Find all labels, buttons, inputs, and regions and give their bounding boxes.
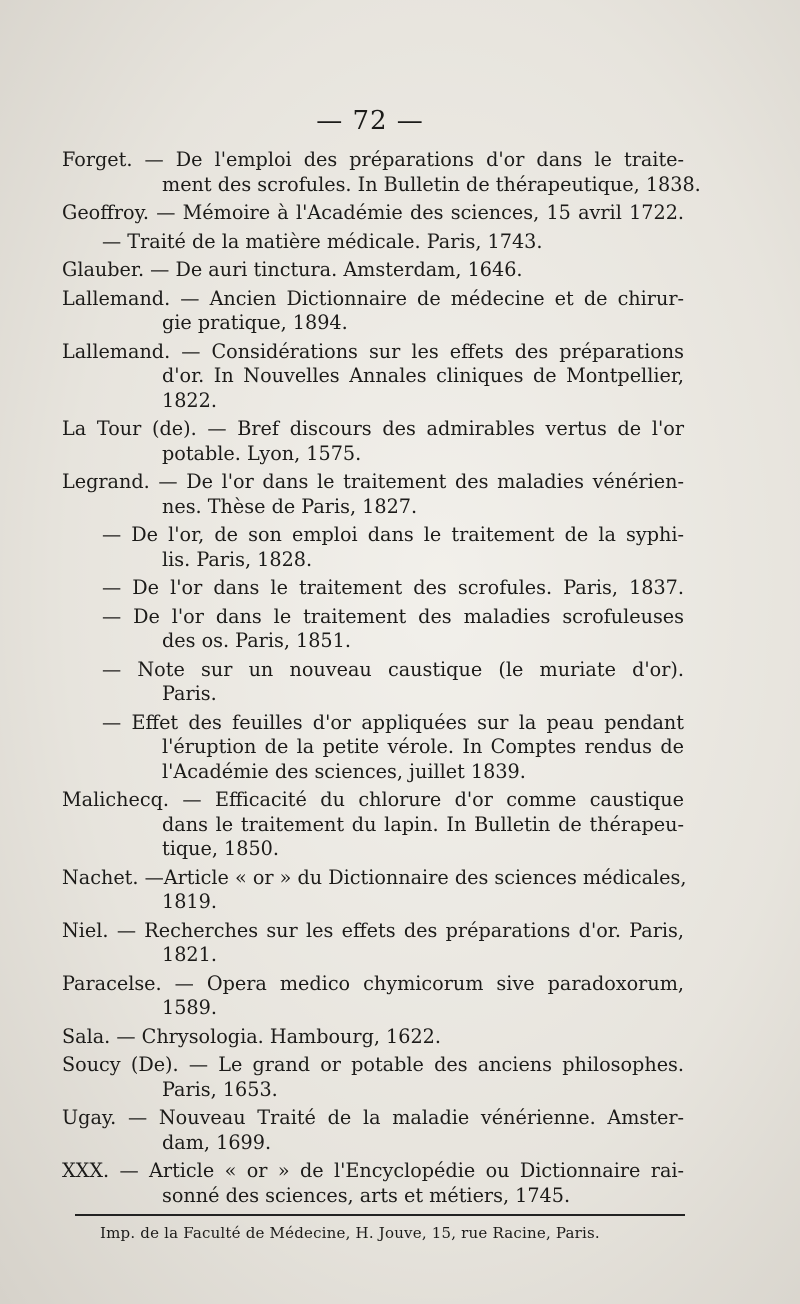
entry-line: Niel. — Recherches sur les effets des préparations d'or. Paris, [62,918,684,942]
bibliography-entry [62,576,684,601]
imprint-line: Imp. de la Faculté de Médecine, H. Jouve, 15, rue Racine, Paris. [100,1224,600,1242]
bibliography-entry [62,1106,684,1155]
entry-line: Soucy (De). — Le grand or potable des anciens philosophes. [62,1053,684,1076]
bibliography-entry [62,1025,684,1050]
entry-line: dans le traitement du lapin. In Bulletin de thérapeu- [162,812,684,836]
page-number: — 72 — [316,106,424,136]
entry-line: Malichecq. — Efficacité du chlorure d'or comme caustique [62,788,684,811]
entry-line: des os. Paris, 1851. [162,629,351,652]
bibliography-entry [62,1053,684,1102]
entry-line: La Tour (de). — Bref discours des admirables vertus de l'or [62,417,684,440]
entry-line: Lallemand. — Ancien Dictionnaire de médecine et de chirur- [62,286,684,310]
entry-line: ment des scrofules. In Bulletin de thérapeutique, 1838. [162,172,701,196]
entry-line: 1821. [162,943,217,966]
entry-line: — Effet des feuilles d'or appliquées sur la peau pendant [102,710,684,734]
entry-line: — De l'or dans le traitement des scrofules. Paris, 1837. [102,576,684,599]
entry-line: lis. Paris, 1828. [162,547,313,571]
entry-line: potable. Lyon, 1575. [162,441,362,465]
entry-line: l'éruption de la petite vérole. In Comptes rendus de [162,735,684,758]
footer-divider [75,1214,685,1216]
bibliography-entry [62,287,684,336]
bibliography-entry [62,711,684,785]
entry-line: Nachet. —Article « or » du Dictionnaire des sciences médicales, [62,865,687,889]
entry-line: Paris. [162,682,217,705]
bibliography-entry [62,201,684,226]
bibliography-entry [62,919,684,968]
entry-line: d'or. In Nouvelles Annales cliniques de Montpellier, [162,364,684,387]
bibliography-entry [62,605,684,654]
entry-line: Glauber. — De auri tinctura. Amsterdam, 1646. [62,258,523,281]
bibliography-entry [62,340,684,414]
bibliography-entry [62,417,684,466]
bibliography-entry [62,788,684,862]
entry-line: dam, 1699. [162,1130,272,1154]
entry-line: — Traité de la matière médicale. Paris, 1743. [102,229,543,253]
entry-line: Paracelse. — Opera medico chymicorum sive paradoxorum, [62,971,684,995]
bibliography-entry [62,148,701,197]
entry-line: Ugay. — Nouveau Traité de la maladie vénérienne. Amster- [62,1106,684,1129]
entry-line: l'Académie des sciences, juillet 1839. [162,759,526,783]
entry-line: nes. Thèse de Paris, 1827. [162,494,418,518]
entry-line: tique, 1850. [162,837,279,860]
entry-line: Paris, 1653. [162,1077,278,1101]
entry-line: 1822. [162,388,217,412]
entry-line: sonné des sciences, arts et métiers, 1745. [162,1183,571,1207]
bibliography-entry [62,470,684,519]
entry-line: — Note sur un nouveau caustique (le muriate d'or). [102,657,684,681]
entry-line: gie pratique, 1894. [162,311,348,334]
bibliography-entry [62,972,684,1021]
entry-line: — De l'or, de son emploi dans le traitement de la syphi- [102,523,684,546]
entry-line: Geoffroy. — Mémoire à l'Académie des sciences, 15 avril 1722. [62,201,684,224]
entry-line: XXX. — Article « or » de l'Encyclopédie ou Dictionnaire rai- [62,1159,684,1182]
entry-line: 1819. [162,890,217,913]
entry-line: Lallemand. — Considérations sur les effets des préparations [62,339,684,363]
bibliography-entry [62,1159,684,1208]
bibliography-entry [62,865,687,915]
entry-line: Sala. — Chrysologia. Hambourg, 1622. [62,1024,441,1048]
bibliography-entry [62,658,684,707]
bibliography-entry [62,523,684,572]
entry-line: Legrand. — De l'or dans le traitement des maladies vénérien- [62,470,684,493]
bibliography-list [62,148,701,1212]
entry-line: — De l'or dans le traitement des maladies scrofuleuses [102,604,684,628]
bibliography-entry [62,258,684,283]
entry-line: Forget. — De l'emploi des préparations d'or dans le traite- [62,148,684,171]
entry-line: 1589. [162,996,217,1019]
bibliography-entry [62,230,684,255]
